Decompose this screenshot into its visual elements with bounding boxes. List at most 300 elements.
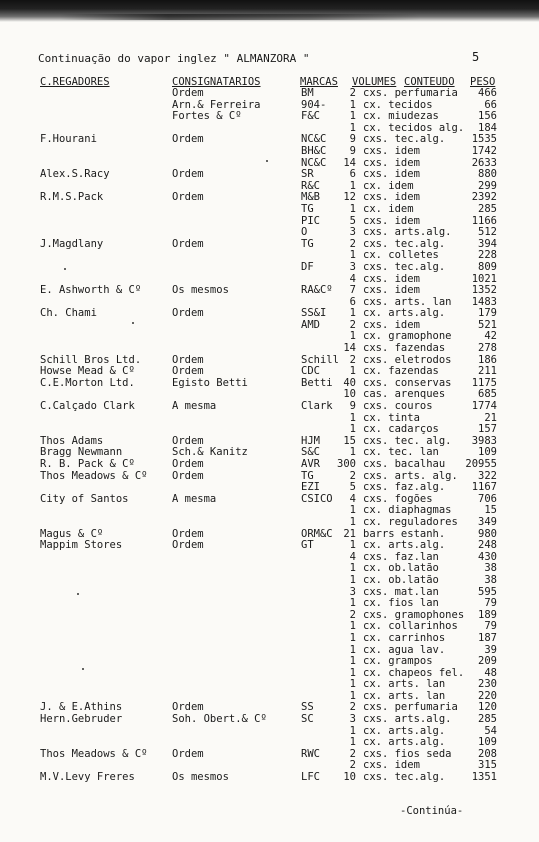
document-heading: Continuação do vapor inglez " ALMANZORA " xyxy=(38,52,310,65)
volume-cell: 4 xyxy=(349,272,356,285)
mark-cell: BH&C xyxy=(301,144,327,157)
col-volumes: VOLUMES xyxy=(352,76,397,88)
volume-cell: 15 xyxy=(343,434,356,447)
shipper-cell: J. & E.Athins xyxy=(40,701,123,714)
shipper-cell: F.Hourani xyxy=(40,133,97,146)
table-row xyxy=(0,192,539,204)
volume-cell: 1 xyxy=(349,655,356,668)
mark-cell: NC&C xyxy=(301,156,327,169)
contents-cell: cxs. fios seda xyxy=(363,747,452,760)
contents-cell: cx. fazendas xyxy=(363,365,439,378)
shipper-cell: City of Santos xyxy=(40,492,129,505)
contents-cell: cxs. tec.alg. xyxy=(363,771,446,784)
contents-cell: cx. collarinhos xyxy=(363,620,458,633)
volume-cell: 14 xyxy=(343,342,356,355)
ink-speck xyxy=(132,322,134,324)
weight-cell: 1021 xyxy=(471,272,497,285)
mark-cell: Betti xyxy=(301,376,333,389)
volume-cell: 9 xyxy=(349,400,356,413)
contents-cell: cxs. idem xyxy=(363,318,420,331)
consignee-cell: Arn.& Ferreira xyxy=(172,98,261,111)
mark-cell: Clark xyxy=(301,400,333,413)
volume-cell: 5 xyxy=(349,481,356,494)
contents-cell: cx. grampos xyxy=(363,655,433,668)
consignee-cell: Ordem xyxy=(172,133,204,146)
volume-cell: 40 xyxy=(343,376,356,389)
consignee-cell: Ordem xyxy=(172,87,204,99)
consignee-cell: Ordem xyxy=(172,237,204,250)
contents-cell: cx. arts.alg. xyxy=(363,724,446,737)
consignee-cell: Ordem xyxy=(172,527,204,540)
mark-cell: ORM&C xyxy=(301,527,333,540)
volume-cell: 3 xyxy=(349,713,356,726)
table-row xyxy=(0,656,539,668)
volume-cell: 9 xyxy=(349,144,356,157)
contents-cell: cxs. faz.alg. xyxy=(363,481,446,494)
contents-cell: cxs. eletrodos xyxy=(363,353,452,366)
shipper-cell: Ch. Chami xyxy=(40,307,97,320)
volume-cell: 1 xyxy=(349,678,356,691)
volume-cell: 2 xyxy=(349,469,356,482)
consignee-cell: Ordem xyxy=(172,701,204,714)
consignee-cell: Ordem xyxy=(172,458,204,470)
contents-cell: cxs. tec.alg. xyxy=(363,133,446,146)
weight-cell: 285 xyxy=(478,713,497,726)
volume-cell: 4 xyxy=(349,492,356,505)
manifest-table xyxy=(0,88,539,784)
shipper-cell: Howse Mead & Cº xyxy=(40,365,135,378)
volume-cell: 21 xyxy=(343,527,356,540)
contents-cell: cx. cadarços xyxy=(363,423,439,436)
consignee-cell: Os mesmos xyxy=(172,284,229,297)
shipper-cell: Thos Meadows & Cº xyxy=(40,747,148,760)
contents-cell: cx. arts.alg. xyxy=(363,307,446,320)
weight-cell: 179 xyxy=(478,307,497,320)
table-row xyxy=(0,88,539,100)
contents-cell: cxs. faz.lan xyxy=(363,550,439,563)
volume-cell: 2 xyxy=(349,318,356,331)
volume-cell: 1 xyxy=(349,307,356,320)
contents-cell: cx. idem xyxy=(363,179,414,192)
mark-cell: 904- xyxy=(301,98,327,111)
weight-cell: 21 xyxy=(484,411,497,424)
col-peso: PESO xyxy=(470,76,496,88)
contents-cell: cxs. idem xyxy=(363,214,420,227)
table-row xyxy=(0,494,539,506)
weight-cell: 20955 xyxy=(465,458,497,470)
table-row xyxy=(0,262,539,274)
consignee-cell: Sch.& Kanitz xyxy=(172,446,248,459)
volume-cell: 300 xyxy=(337,458,356,470)
volume-cell: 2 xyxy=(349,747,356,760)
contents-cell: cx. tec. lan xyxy=(363,446,439,459)
table-row xyxy=(0,216,539,228)
table-row xyxy=(0,134,539,146)
volume-cell: 2 xyxy=(349,353,356,366)
volume-cell: 2 xyxy=(349,608,356,621)
volume-cell: 9 xyxy=(349,133,356,146)
table-row xyxy=(0,621,539,633)
table-row xyxy=(0,250,539,262)
shipper-cell: Thos Meadows & Cº xyxy=(40,469,148,482)
weight-cell: 980 xyxy=(478,527,497,540)
volume-cell: 1 xyxy=(349,365,356,378)
table-row xyxy=(0,668,539,680)
shipper-cell: M.V.Levy Freres xyxy=(40,771,135,784)
weight-cell: 184 xyxy=(478,121,497,134)
consignee-cell: Soh. Obert.& Cº xyxy=(172,713,267,726)
shipper-cell: R.M.S.Pack xyxy=(40,191,104,204)
weight-cell: 285 xyxy=(478,202,497,215)
table-row xyxy=(0,169,539,181)
table-row xyxy=(0,552,539,564)
table-row xyxy=(0,563,539,575)
ink-speck xyxy=(82,668,84,670)
contents-cell: cx. miudezas xyxy=(363,110,439,123)
table-row xyxy=(0,320,539,332)
table-row xyxy=(0,749,539,761)
consignee-cell: Ordem xyxy=(172,191,204,204)
weight-cell: 685 xyxy=(478,388,497,401)
table-row xyxy=(0,378,539,390)
weight-cell: 299 xyxy=(478,179,497,192)
consignee-cell: Ordem xyxy=(172,434,204,447)
volume-cell: 2 xyxy=(349,87,356,99)
contents-cell: cxs. idem xyxy=(363,272,420,285)
contents-cell: barrs estanh. xyxy=(363,527,446,540)
mark-cell: HJM xyxy=(301,434,320,447)
weight-cell: 1774 xyxy=(471,400,497,413)
volume-cell: 1 xyxy=(349,666,356,679)
weight-cell: 120 xyxy=(478,701,497,714)
shipper-cell: J.Magdlany xyxy=(40,237,104,250)
weight-cell: 809 xyxy=(478,260,497,273)
shipper-cell: Bragg Newmann xyxy=(40,446,123,459)
contents-cell: cx. colletes xyxy=(363,249,439,262)
contents-cell: cxs. arts. lan xyxy=(363,295,452,308)
weight-cell: 109 xyxy=(478,736,497,749)
mark-cell: M&B xyxy=(301,191,320,204)
contents-cell: cx. ob.latão xyxy=(363,573,439,586)
table-row xyxy=(0,227,539,239)
volume-cell: 1 xyxy=(349,446,356,459)
volume-cell: 1 xyxy=(349,98,356,111)
table-row xyxy=(0,714,539,726)
contents-cell: cx. agua lav. xyxy=(363,643,446,656)
weight-cell: 466 xyxy=(478,87,497,99)
mark-cell: AVR xyxy=(301,458,320,470)
table-row xyxy=(0,633,539,645)
mark-cell: RA&Cº xyxy=(301,284,333,297)
weight-cell: 157 xyxy=(478,423,497,436)
volume-cell: 2 xyxy=(349,759,356,772)
table-row xyxy=(0,517,539,529)
page-number: 5 xyxy=(472,50,480,64)
weight-cell: 209 xyxy=(478,655,497,668)
volume-cell: 1 xyxy=(349,423,356,436)
table-row xyxy=(0,610,539,622)
shipper-cell: Alex.S.Racy xyxy=(40,168,110,181)
ink-speck xyxy=(64,268,66,270)
weight-cell: 66 xyxy=(484,98,497,111)
contents-cell: cx. chapeos fel. xyxy=(363,666,465,679)
consignee-cell: Egisto Betti xyxy=(172,376,248,389)
volume-cell: 3 xyxy=(349,585,356,598)
mark-cell: R&C xyxy=(301,179,320,192)
weight-cell: 2392 xyxy=(471,191,497,204)
consignee-cell: A mesma xyxy=(172,400,217,413)
table-row xyxy=(0,413,539,425)
weight-cell: 706 xyxy=(478,492,497,505)
contents-cell: cxs. tec.alg. xyxy=(363,260,446,273)
shipper-cell: Hern.Gebruder xyxy=(40,713,123,726)
contents-cell: cxs. arts.alg. xyxy=(363,713,452,726)
volume-cell: 1 xyxy=(349,504,356,517)
mark-cell: Schill xyxy=(301,353,339,366)
volume-cell: 12 xyxy=(343,191,356,204)
weight-cell: 109 xyxy=(478,446,497,459)
contents-cell: cxs. idem xyxy=(363,284,420,297)
mark-cell: F&C xyxy=(301,110,320,123)
contents-cell: cxs. arts. alg. xyxy=(363,469,458,482)
mark-cell: SR xyxy=(301,168,314,181)
shipper-cell: Thos Adams xyxy=(40,434,104,447)
volume-cell: 2 xyxy=(349,701,356,714)
weight-cell: 1167 xyxy=(471,481,497,494)
mark-cell: TG xyxy=(301,237,314,250)
scan-streak xyxy=(60,14,420,20)
contents-cell: cxs. fogões xyxy=(363,492,433,505)
volume-cell: 4 xyxy=(349,550,356,563)
volume-cell: 10 xyxy=(343,771,356,784)
mark-cell: CDC xyxy=(301,365,320,378)
table-row xyxy=(0,598,539,610)
consignee-cell: A mesma xyxy=(172,492,217,505)
contents-cell: cxs. conservas xyxy=(363,376,452,389)
shipper-cell: R. B. Pack & Cº xyxy=(40,458,135,470)
continuation-note: -Continúa- xyxy=(400,805,464,817)
table-row xyxy=(0,471,539,483)
table-row xyxy=(0,401,539,413)
weight-cell: 512 xyxy=(478,226,497,239)
weight-cell: 39 xyxy=(484,643,497,656)
volume-cell: 1 xyxy=(349,249,356,262)
contents-cell: cx. reguladores xyxy=(363,515,458,528)
shipper-cell: C.Calçado Clark xyxy=(40,400,135,413)
contents-cell: cx. tecidos alg. xyxy=(363,121,465,134)
weight-cell: 38 xyxy=(484,573,497,586)
volume-cell: 3 xyxy=(349,226,356,239)
mark-cell: O xyxy=(301,226,308,239)
consignee-cell: Ordem xyxy=(172,539,204,552)
contents-cell: cx. tinta xyxy=(363,411,420,424)
weight-cell: 1166 xyxy=(471,214,497,227)
volume-cell: 14 xyxy=(343,156,356,169)
volume-cell: 1 xyxy=(349,724,356,737)
contents-cell: cxs. idem xyxy=(363,168,420,181)
table-row xyxy=(0,331,539,343)
weight-cell: 48 xyxy=(484,666,497,679)
mark-cell: S&C xyxy=(301,446,320,459)
contents-cell: cxs. idem xyxy=(363,156,420,169)
volume-cell: 1 xyxy=(349,179,356,192)
mark-cell: TG xyxy=(301,469,314,482)
mark-cell: EZI xyxy=(301,481,320,494)
weight-cell: 430 xyxy=(478,550,497,563)
weight-cell: 2633 xyxy=(471,156,497,169)
table-row xyxy=(0,459,539,471)
mark-cell: DF xyxy=(301,260,314,273)
volume-cell: 1 xyxy=(349,562,356,575)
consignee-cell: Ordem xyxy=(172,747,204,760)
contents-cell: cxs. arts.alg. xyxy=(363,226,452,239)
contents-cell: cx. gramophone xyxy=(363,330,452,343)
weight-cell: 1351 xyxy=(471,771,497,784)
contents-cell: cx. idem xyxy=(363,202,414,215)
weight-cell: 1352 xyxy=(471,284,497,297)
weight-cell: 220 xyxy=(478,689,497,702)
volume-cell: 6 xyxy=(349,168,356,181)
weight-cell: 248 xyxy=(478,539,497,552)
mark-cell: PIC xyxy=(301,214,320,227)
contents-cell: cx. fios lan xyxy=(363,597,439,610)
col-marcas: MARCAS xyxy=(300,76,338,88)
table-row xyxy=(0,587,539,599)
weight-cell: 322 xyxy=(478,469,497,482)
weight-cell: 595 xyxy=(478,585,497,598)
consignee-cell: Ordem xyxy=(172,307,204,320)
weight-cell: 15 xyxy=(484,504,497,517)
col-conteudo: CONTEUDO xyxy=(404,76,455,88)
weight-cell: 42 xyxy=(484,330,497,343)
table-row xyxy=(0,645,539,657)
contents-cell: cx. arts.alg. xyxy=(363,736,446,749)
weight-cell: 1742 xyxy=(471,144,497,157)
volume-cell: 1 xyxy=(349,597,356,610)
contents-cell: cxs. idem xyxy=(363,144,420,157)
weight-cell: 79 xyxy=(484,597,497,610)
contents-cell: cxs. idem xyxy=(363,759,420,772)
mark-cell: LFC xyxy=(301,771,320,784)
contents-cell: cxs. tec.alg. xyxy=(363,237,446,250)
consignee-cell: Os mesmos xyxy=(172,771,229,784)
weight-cell: 156 xyxy=(478,110,497,123)
table-row xyxy=(0,505,539,517)
shipper-cell: Magus & Cº xyxy=(40,527,104,540)
weight-cell: 880 xyxy=(478,168,497,181)
volume-cell: 3 xyxy=(349,260,356,273)
mark-cell: SS xyxy=(301,701,314,714)
weight-cell: 1483 xyxy=(471,295,497,308)
volume-cell: 1 xyxy=(349,121,356,134)
weight-cell: 54 xyxy=(484,724,497,737)
shipper-cell: Schill Bros Ltd. xyxy=(40,353,142,366)
weight-cell: 521 xyxy=(478,318,497,331)
weight-cell: 230 xyxy=(478,678,497,691)
contents-cell: cxs. fazendas xyxy=(363,342,446,355)
contents-cell: cxs. idem xyxy=(363,191,420,204)
weight-cell: 394 xyxy=(478,237,497,250)
weight-cell: 189 xyxy=(478,608,497,621)
table-row xyxy=(0,726,539,738)
table-row xyxy=(0,100,539,112)
weight-cell: 186 xyxy=(478,353,497,366)
contents-cell: cx. arts. lan xyxy=(363,678,446,691)
table-row xyxy=(0,679,539,691)
shipper-cell: Mappim Stores xyxy=(40,539,123,552)
volume-cell: 1 xyxy=(349,411,356,424)
ink-speck xyxy=(77,593,79,595)
ink-speck xyxy=(266,160,268,162)
volume-cell: 10 xyxy=(343,388,356,401)
weight-cell: 1535 xyxy=(471,133,497,146)
consignee-cell: Ordem xyxy=(172,168,204,181)
weight-cell: 278 xyxy=(478,342,497,355)
contents-cell: cx. arts. lan xyxy=(363,689,446,702)
weight-cell: 79 xyxy=(484,620,497,633)
volume-cell: 7 xyxy=(349,284,356,297)
contents-cell: cx. diaphagmas xyxy=(363,504,452,517)
weight-cell: 211 xyxy=(478,365,497,378)
weight-cell: 228 xyxy=(478,249,497,262)
weight-cell: 3983 xyxy=(471,434,497,447)
mark-cell: CSICO xyxy=(301,492,333,505)
contents-cell: cx. carrinhos xyxy=(363,631,446,644)
weight-cell: 187 xyxy=(478,631,497,644)
col-consignatarios: CONSIGNATARIOS xyxy=(172,76,261,88)
consignee-cell: Fortes & Cº xyxy=(172,110,242,123)
volume-cell: 1 xyxy=(349,643,356,656)
weight-cell: 208 xyxy=(478,747,497,760)
contents-cell: cxs. gramophones xyxy=(363,608,465,621)
volume-cell: 2 xyxy=(349,237,356,250)
volume-cell: 1 xyxy=(349,110,356,123)
shipper-cell: E. Ashworth & Cº xyxy=(40,284,142,297)
contents-cell: cxs. bacalhau xyxy=(363,458,446,470)
mark-cell: NC&C xyxy=(301,133,327,146)
contents-cell: cx. arts.alg. xyxy=(363,539,446,552)
weight-cell: 349 xyxy=(478,515,497,528)
volume-cell: 1 xyxy=(349,689,356,702)
mark-cell: BM xyxy=(301,87,314,99)
volume-cell: 1 xyxy=(349,515,356,528)
mark-cell: GT xyxy=(301,539,314,552)
contents-cell: cx. tecidos xyxy=(363,98,433,111)
table-row xyxy=(0,239,539,251)
contents-cell: cxs. couros xyxy=(363,400,433,413)
volume-cell: 1 xyxy=(349,620,356,633)
volume-cell: 1 xyxy=(349,573,356,586)
mark-cell: SC xyxy=(301,713,314,726)
table-row xyxy=(0,772,539,784)
mark-cell: AMD xyxy=(301,318,320,331)
table-row xyxy=(0,204,539,216)
table-row xyxy=(0,146,539,158)
table-row xyxy=(0,343,539,355)
contents-cell: cx. ob.latão xyxy=(363,562,439,575)
consignee-cell: Ordem xyxy=(172,353,204,366)
volume-cell: 1 xyxy=(349,202,356,215)
volume-cell: 5 xyxy=(349,214,356,227)
contents-cell: cxs. perfumaria xyxy=(363,701,458,714)
consignee-cell: Ordem xyxy=(172,365,204,378)
mark-cell: TG xyxy=(301,202,314,215)
volume-cell: 1 xyxy=(349,330,356,343)
consignee-cell: Ordem xyxy=(172,469,204,482)
table-row xyxy=(0,540,539,552)
contents-cell: cxs. mat.lan xyxy=(363,585,439,598)
volume-cell: 6 xyxy=(349,295,356,308)
